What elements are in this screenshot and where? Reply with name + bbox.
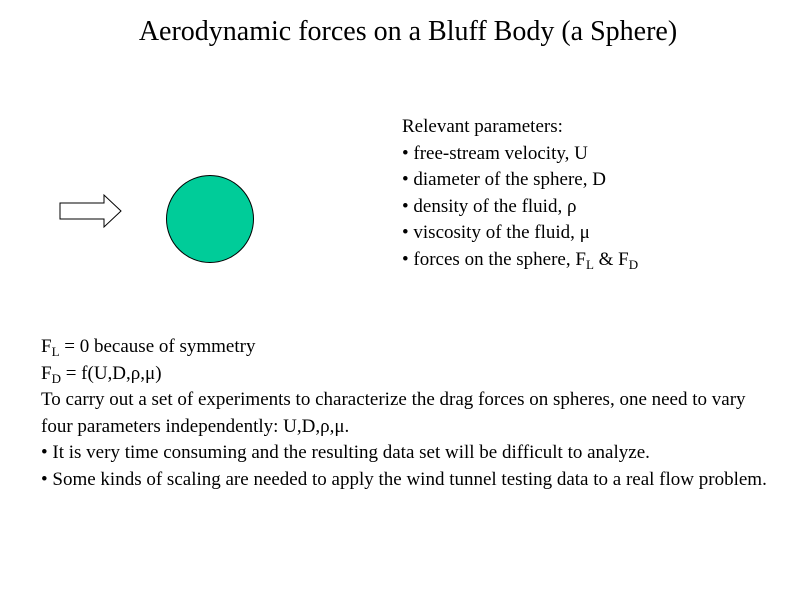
parameters-list — [402, 114, 638, 273]
drag-equation: $F_D = f(U,D,\rho,\mu)$ — [41, 362, 162, 386]
notes-text — [41, 334, 781, 493]
param-forces: • forces on the sphere, $F_L$ & $F_D$ — [402, 248, 639, 272]
lift-equation: $F_L = 0$ because of symmetry — [41, 336, 256, 359]
param-viscosity: • viscosity of the fluid, μ — [402, 222, 590, 243]
parameters-heading: Relevant parameters: — [402, 116, 563, 137]
param-velocity: • free-stream velocity, U — [402, 142, 588, 164]
param-density: • density of the fluid, ρ — [402, 195, 577, 217]
bullet-scaling: • Some kinds of scaling are needed to apply the wind tunnel testing data to a real flow problem. — [41, 468, 767, 490]
param-diameter: • diameter of the sphere, D — [402, 169, 606, 190]
sphere-shape — [165, 174, 255, 264]
experiments-paragraph: To carry out a set of experiments to characterize the drag forces on spheres, one need to vary four parameters independently: U,D,ρ,μ. — [41, 389, 746, 437]
flow-arrow-icon — [58, 193, 124, 229]
slide-title: Aerodynamic forces on a Bluff Body (a Sphere) — [138, 16, 678, 47]
bullet-time-consuming: • It is very time consuming and the resulting data set will be difficult to analyze. — [41, 442, 650, 463]
